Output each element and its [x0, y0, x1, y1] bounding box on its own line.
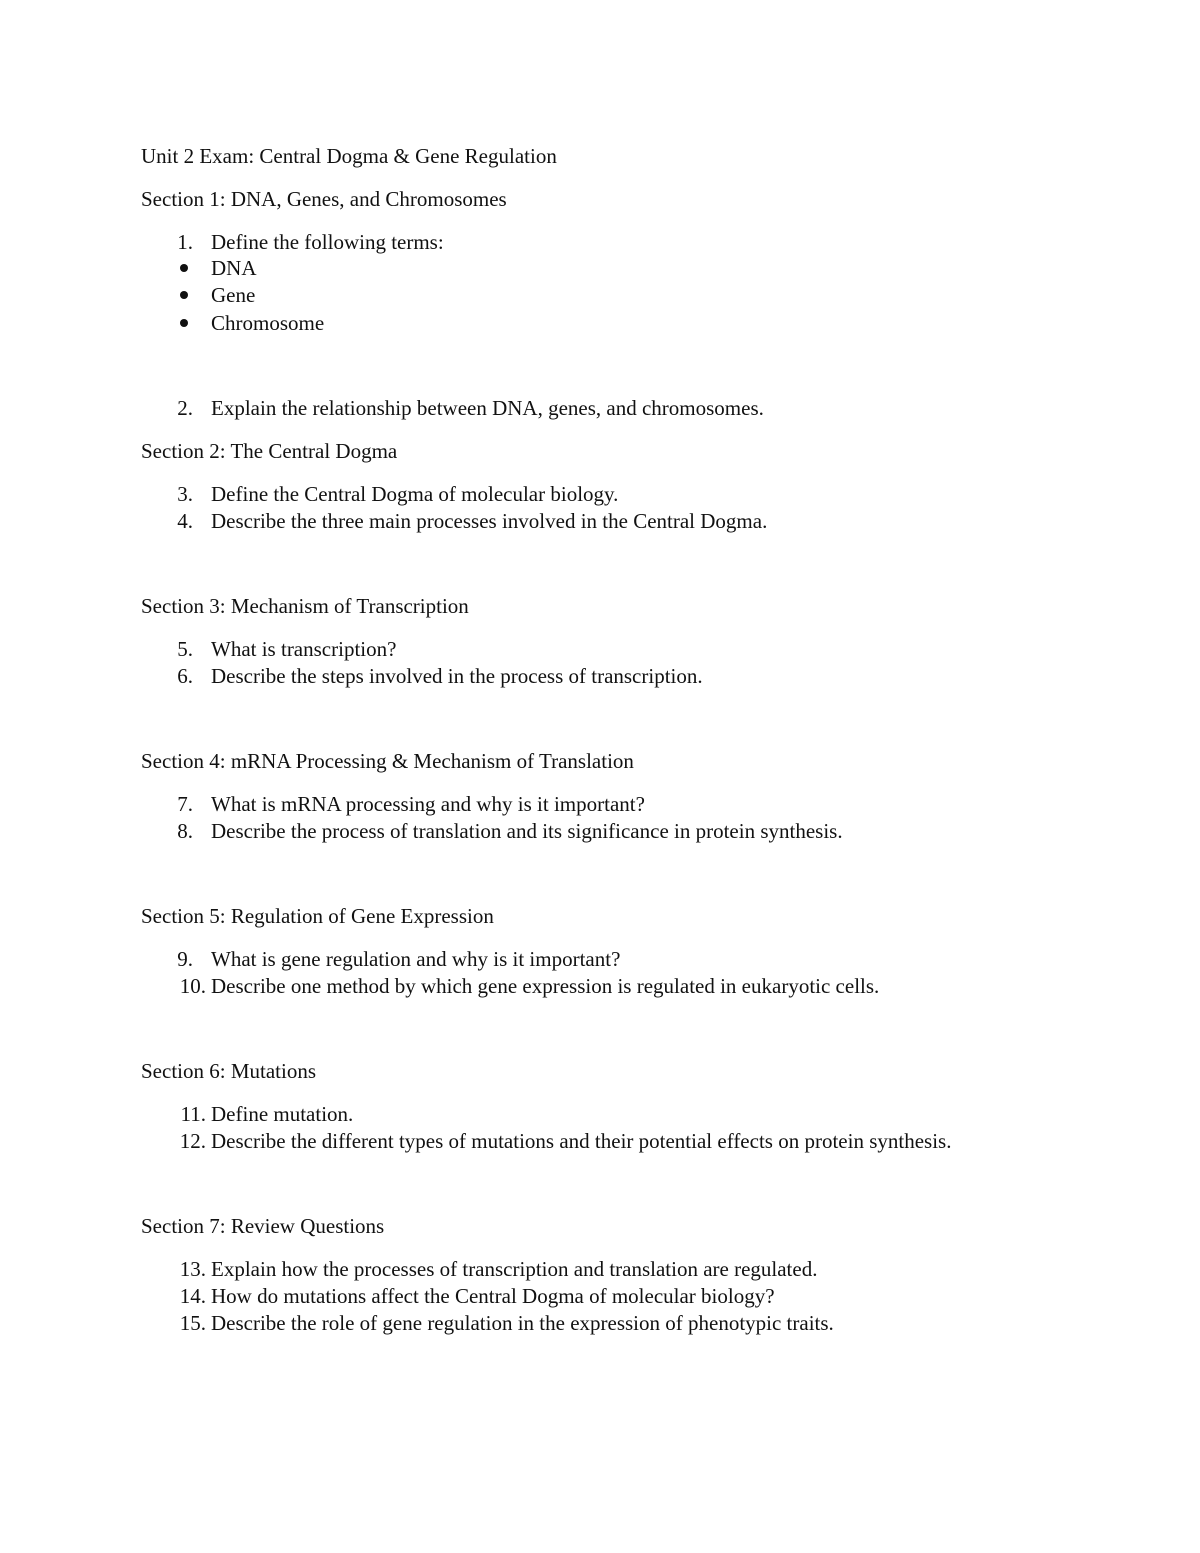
- section-7-heading: Section 7: Review Questions: [141, 1214, 385, 1238]
- question-7-number: 7.: [177, 792, 193, 816]
- question-12-text: Describe the different types of mutations and their potential effects on protein synthesis.: [211, 1129, 952, 1153]
- question-15-text: Describe the role of gene regulation in the expression of phenotypic traits.: [211, 1311, 834, 1335]
- question-6-number: 6.: [177, 664, 193, 688]
- section-3-heading: Section 3: Mechanism of Transcription: [141, 594, 469, 618]
- question-9-text: What is gene regulation and why is it important?: [211, 947, 621, 971]
- question-11-number: 11.: [180, 1102, 206, 1126]
- question-1-text: Define the following terms:: [211, 230, 444, 254]
- question-3-number: 3.: [177, 482, 193, 506]
- section-6-heading: Section 6: Mutations: [141, 1059, 316, 1083]
- question-13-text: Explain how the processes of transcription and translation are regulated.: [211, 1257, 818, 1281]
- question-5-text: What is transcription?: [211, 637, 397, 661]
- question-4-text: Describe the three main processes involved in the Central Dogma.: [211, 509, 768, 533]
- bullet-icon: [180, 264, 188, 272]
- question-2-text: Explain the relationship between DNA, genes, and chromosomes.: [211, 396, 764, 420]
- term-dna: DNA: [211, 256, 257, 280]
- question-8-text: Describe the process of translation and its significance in protein synthesis.: [211, 819, 843, 843]
- question-15-number: 15.: [179, 1311, 206, 1335]
- section-5-heading: Section 5: Regulation of Gene Expression: [141, 904, 494, 928]
- bullet-icon: [180, 319, 188, 327]
- question-4-number: 4.: [177, 509, 193, 533]
- question-1-number: 1.: [177, 230, 193, 254]
- question-11-text: Define mutation.: [211, 1102, 354, 1126]
- question-13-number: 13.: [179, 1257, 206, 1281]
- question-6-text: Describe the steps involved in the process of transcription.: [211, 664, 703, 688]
- question-3-text: Define the Central Dogma of molecular biology.: [211, 482, 619, 506]
- question-2-number: 2.: [177, 396, 193, 420]
- question-9-number: 9.: [177, 947, 193, 971]
- question-10-number: 10.: [179, 974, 206, 998]
- question-14-number: 14.: [179, 1284, 206, 1308]
- document-title: Unit 2 Exam: Central Dogma & Gene Regulation: [141, 144, 557, 168]
- question-5-number: 5.: [177, 637, 193, 661]
- question-12-number: 12.: [179, 1129, 206, 1153]
- term-gene: Gene: [211, 283, 256, 307]
- question-7-text: What is mRNA processing and why is it important?: [211, 792, 645, 816]
- question-8-number: 8.: [177, 819, 193, 843]
- term-chromosome: Chromosome: [211, 311, 325, 335]
- section-1-heading: Section 1: DNA, Genes, and Chromosomes: [141, 187, 507, 211]
- section-4-heading: Section 4: mRNA Processing & Mechanism of Translation: [141, 749, 634, 773]
- section-2-heading: Section 2: The Central Dogma: [141, 439, 398, 463]
- question-14-text: How do mutations affect the Central Dogma of molecular biology?: [211, 1284, 775, 1308]
- question-10-text: Describe one method by which gene expression is regulated in eukaryotic cells.: [211, 974, 880, 998]
- bullet-icon: [180, 291, 188, 299]
